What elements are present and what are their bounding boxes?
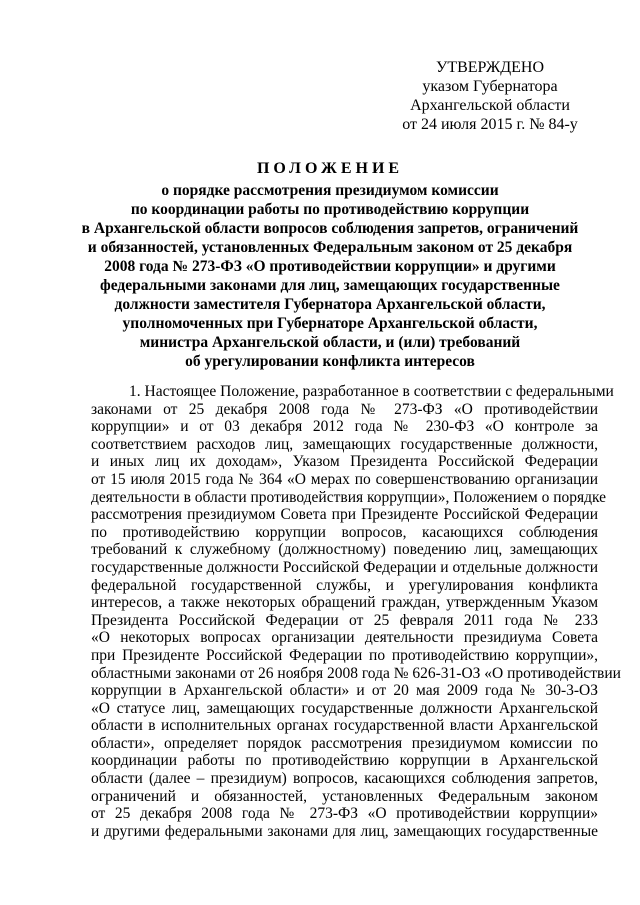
paragraph-line: по противодействию коррупции вопросов, касающихся соблюдения	[91, 523, 598, 541]
paragraph-line: законами от 25 декабря 2008 года № 273-ФЗ «О противодействии	[91, 400, 598, 418]
paragraph-line: «О статусе лиц, замещающих государственные должности Архангельской	[91, 699, 598, 717]
paragraph-line: координации работы по противодействию коррупции в Архангельской	[91, 752, 598, 770]
paragraph-line: ограничений и обязанностей, установленных Федеральным законом	[91, 787, 598, 805]
paragraph-line: «О некоторых вопросах организации деятельности президиума Совета	[91, 629, 598, 647]
document-title: ПОЛОЖЕНИЕ	[256, 160, 404, 177]
paragraph-line: и другими федеральными законами для лиц, замещающих государственные	[91, 822, 598, 840]
document-subtitle-line: в Архангельской области вопросов соблюдения запретов, ограничений	[81, 220, 579, 237]
paragraph-line: области (далее – президиум) вопросов, касающихся соблюдения запретов,	[91, 770, 598, 788]
document-subtitle-line: о порядке рассмотрения президиумом комиссии	[161, 182, 499, 199]
approval-stamp	[360, 58, 620, 134]
approval-line: указом Губернатора	[422, 78, 558, 95]
document-subtitle-line: по координации работы по противодействию коррупции	[130, 201, 530, 218]
document-subtitle-line: федеральными законами для лиц, замещающих государственные	[100, 277, 560, 294]
approval-line: УТВЕРЖДЕНО	[435, 59, 544, 76]
document-subtitle-line: 2008 года № 273-ФЗ «О противодействии коррупции» и другими	[104, 258, 556, 275]
approval-line: от 24 июля 2015 г. № 84-у	[402, 116, 578, 133]
paragraph-line: интересов, а также некоторых обращений граждан, утвержденным Указом	[91, 594, 598, 612]
paragraph-line: при Президенте Российской Федерации по противодействию коррупции»,	[91, 646, 598, 664]
paragraph-line: соответствием расходов лиц, замещающих государственные должности,	[91, 435, 598, 453]
document-subtitle-line: уполномоченных при Губернаторе Архангельской области,	[122, 315, 538, 332]
paragraph-line: областными законами от 26 ноября 2008 года № 626-31-ОЗ «О противодействии	[91, 664, 621, 682]
paragraph-1	[91, 383, 621, 840]
paragraph-line: рассмотрения президиумом Совета при Президенте Российской Федерации	[91, 506, 598, 524]
document-subtitle-line: министра Архангельской области, и (или) требований	[139, 334, 521, 351]
paragraph-line: 1. Настоящее Положение, разработанное в соответствии с федеральными	[129, 383, 614, 400]
paragraph-line: коррупции в Архангельской области» и от 20 мая 2009 года № 30-3-ОЗ	[91, 682, 598, 700]
paragraph-line: Президента Российской Федерации от 25 февраля 2011 года № 233	[91, 611, 598, 629]
paragraph-line: от 25 декабря 2008 года № 273-ФЗ «О противодействии коррупции»	[91, 805, 598, 823]
paragraph-line: федеральной государственной службы, и урегулирования конфликта	[91, 576, 598, 594]
document-subtitle-line: об урегулировании конфликта интересов	[185, 353, 475, 370]
paragraph-line: области в исполнительных органах государственной власти Архангельской	[91, 717, 598, 735]
paragraph-line: от 15 июля 2015 года № 364 «О мерах по совершенствованию организации	[91, 470, 598, 488]
paragraph-line: государственные должности Российской Федерации и отдельные должности	[91, 558, 598, 576]
paragraph-line: коррупции» и от 03 декабря 2012 года № 230-ФЗ «О контроле за	[91, 418, 598, 436]
paragraph-line: области», определяет порядок рассмотрения президиумом комиссии по	[91, 734, 598, 752]
document-subtitle-line: и обязанностей, установленных Федеральным законом от 25 декабря	[87, 239, 573, 256]
document-subtitle-line: должности заместителя Губернатора Архангельской области,	[114, 296, 546, 313]
paragraph-line: деятельности в области противодействия коррупции», Положением о порядке	[91, 488, 607, 506]
paragraph-line: и иных лиц их доходам», Указом Президента Российской Федерации	[91, 453, 598, 471]
document-heading	[80, 159, 580, 371]
paragraph-line: требований к служебному (должностному) поведению лиц, замещающих	[91, 541, 598, 559]
approval-line: Архангельской области	[410, 97, 570, 114]
